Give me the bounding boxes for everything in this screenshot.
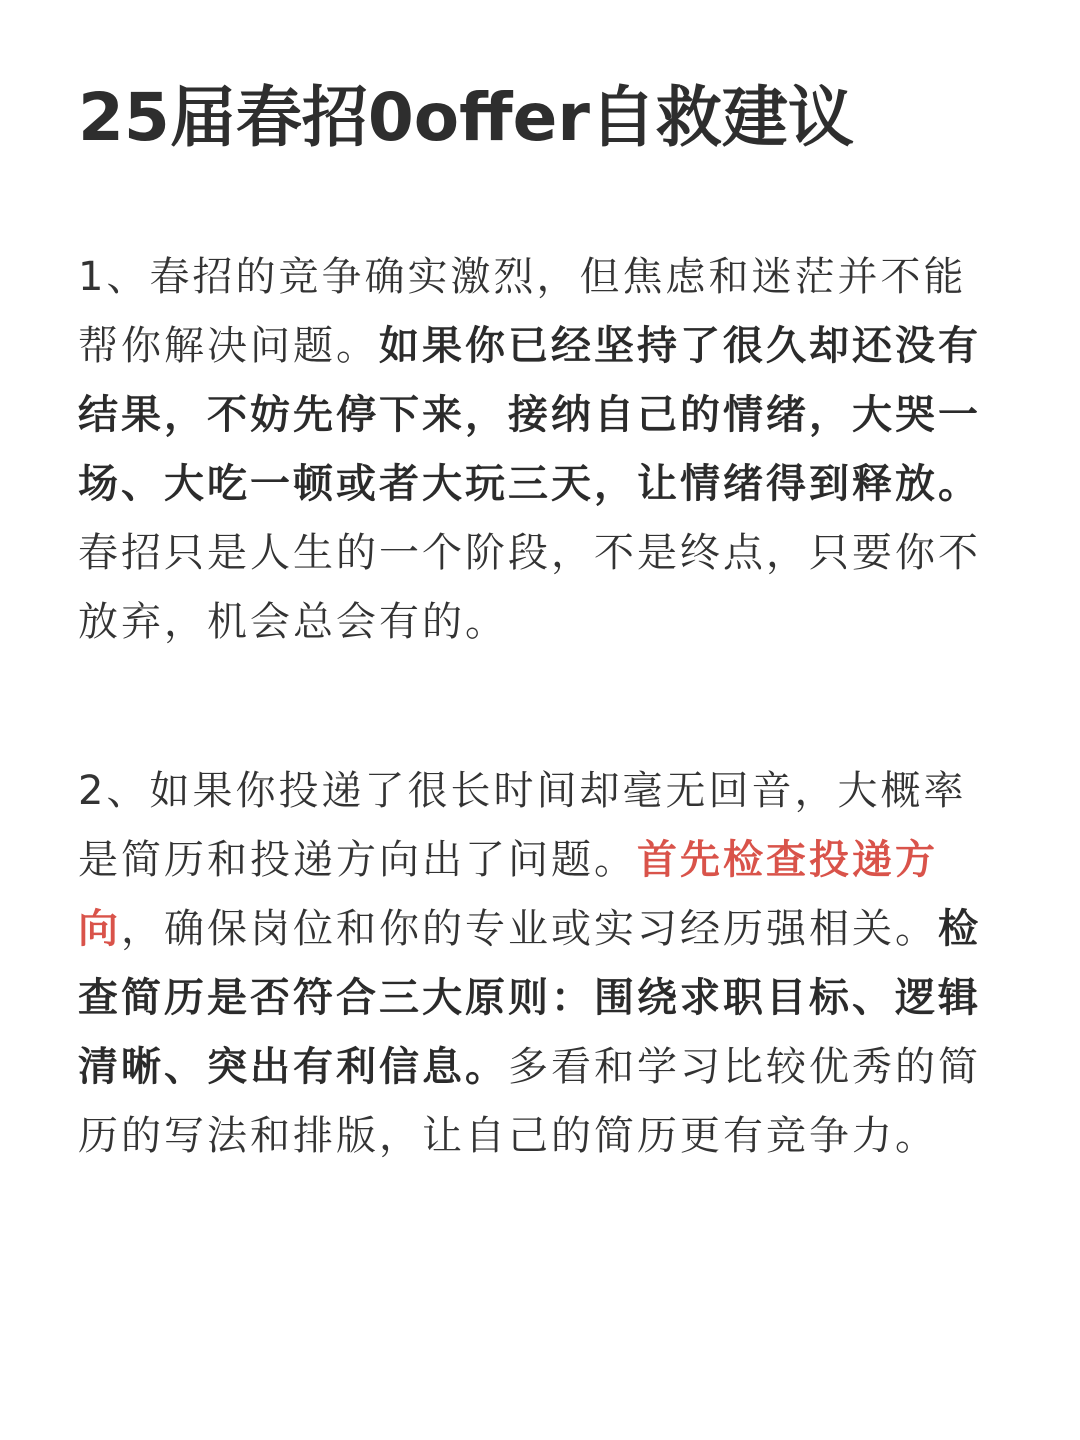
paragraph-1 bbox=[78, 243, 998, 657]
paragraph-1-segment-2: 如果你已经坚持了很久却还没有结果，不妨先停下来，接纳自己的情绪，大哭一场、大吃一顿或者大玩三天，让情绪得到释放。 bbox=[78, 323, 981, 507]
paragraph-1-segment-1: 1、春招的竞争确实激烈，但焦虑和迷茫并不能帮你解决问题。 bbox=[78, 254, 967, 369]
paragraph-1-segment-3: 春招只是人生的一个阶段，不是终点，只要你不放弃，机会总会有的。 bbox=[78, 530, 981, 645]
paragraph-2-segment-5: 多看和学习比较优秀的简历的写法和排版，让自己的简历更有竞争力。 bbox=[78, 1044, 981, 1159]
paragraph-2-segment-4: 检查简历是否符合三大原则：围绕求职目标、逻辑清晰、突出有利信息。 bbox=[78, 906, 981, 1090]
paragraph-2 bbox=[78, 757, 998, 1171]
page-title: 25届春招0offer自救建议 bbox=[78, 79, 854, 156]
paragraph-2-segment-1: 2、如果你投递了很长时间却毫无回音，大概率是简历和投递方向出了问题。 bbox=[78, 768, 967, 883]
paragraph-2-highlight: 首先检查投递方向 bbox=[78, 837, 938, 952]
paragraph-2-segment-3: ，确保岗位和你的专业或实习经历强相关。 bbox=[121, 906, 938, 952]
